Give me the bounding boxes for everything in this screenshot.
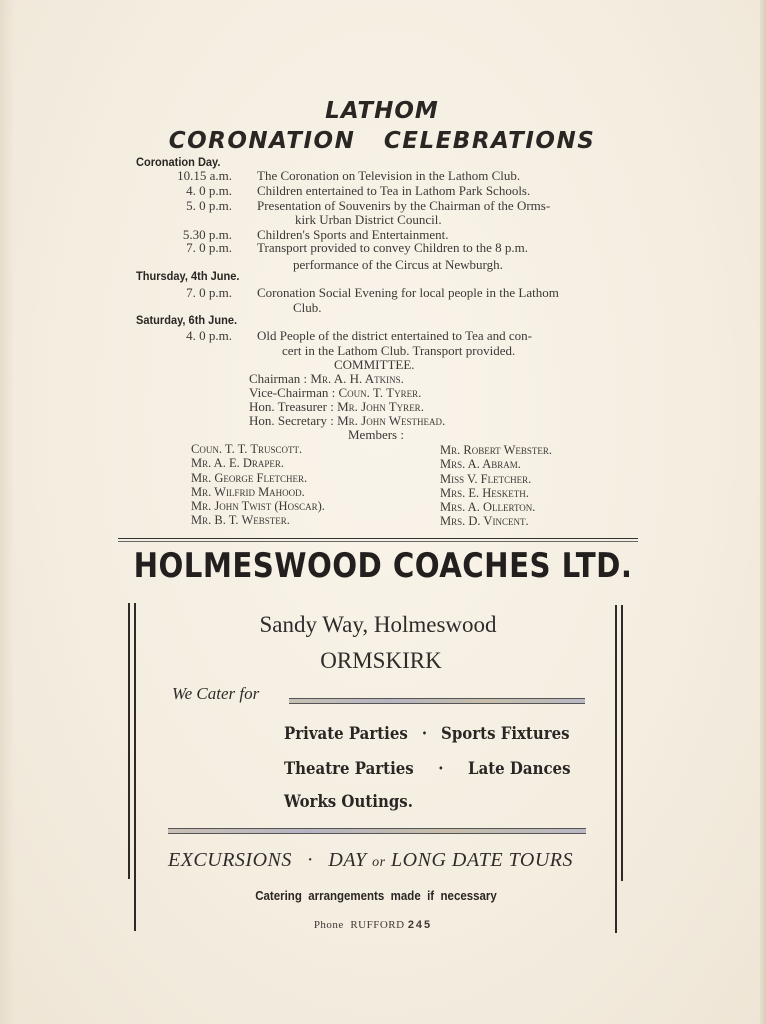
decorative-rule: [289, 698, 585, 704]
advert-address-line1: Sandy Way, Holmeswood: [259, 612, 497, 637]
advert-phone: [0, 919, 756, 931]
service-item: Late Dances: [468, 759, 571, 779]
member-name: Mr. George Fletcher.: [191, 470, 308, 485]
event-description: Coronation Social Evening for local people in the Lathom: [257, 285, 559, 300]
member-name: Mrs. E. Hesketh.: [440, 485, 529, 500]
members-list-right: [440, 443, 552, 529]
advert-catering-note: Catering arrangements made if necessary: [255, 889, 497, 903]
phone-number: 245: [407, 919, 433, 931]
event-description-continued: performance of the Circus at Newburgh.: [293, 257, 503, 272]
member-name: Coun. T. T. Truscott.: [191, 442, 303, 456]
advert-address-line2: ORMSKIRK: [320, 648, 442, 673]
decorative-rule: [168, 828, 586, 834]
service-item: Theatre Parties: [284, 759, 414, 779]
committee-officer: [249, 386, 421, 400]
event-time: 10.15 a.m.: [177, 168, 232, 183]
event-description: Transport provided to convey Children to the 8 p.m.: [257, 240, 529, 255]
members-list-left: [191, 442, 325, 528]
tours-or: or: [372, 855, 386, 870]
committee-officer: [249, 372, 404, 386]
officer-name: Mr. John Tyrer.: [337, 399, 424, 414]
service-item: Sports Fixtures: [441, 724, 570, 744]
event-description-continued: kirk Urban District Council.: [295, 212, 442, 227]
officer-role: Hon. Secretary :: [249, 413, 334, 428]
separator-dot: ·: [421, 724, 428, 744]
separator-dot: ·: [438, 759, 444, 779]
members-heading: Members :: [348, 427, 404, 442]
member-name: Mr. B. T. Webster.: [191, 513, 290, 528]
section-divider: [118, 541, 638, 542]
excursions-label: EXCURSIONS: [168, 849, 292, 871]
section-heading-saturday: Saturday, 6th June.: [136, 313, 238, 327]
event-description-continued: cert in the Lathom Club. Transport provided.: [282, 343, 516, 358]
officer-role: Hon. Treasurer :: [249, 399, 334, 414]
event-time: 5. 0 p.m.: [186, 198, 232, 213]
event-time: 4. 0 p.m.: [186, 183, 232, 198]
member-name: Mr. John Twist (Hoscar).: [191, 499, 325, 514]
service-item: Works Outings.: [284, 792, 413, 812]
member-name: Mr. A. E. Draper.: [191, 456, 285, 471]
advert-border-left-outer: [128, 603, 130, 879]
member-name: Miss V. Fletcher.: [440, 471, 532, 486]
advert-excursions: [168, 849, 573, 872]
officer-role: Vice-Chairman :: [249, 385, 336, 400]
event-description: Presentation of Souvenirs by the Chairman of the Orms-: [257, 198, 551, 213]
event-time: 4. 0 p.m.: [186, 328, 232, 343]
tours-long-date: LONG DATE TOURS: [391, 849, 574, 871]
committee-heading: COMMITTEE.: [334, 357, 415, 372]
event-description-continued: Club.: [293, 300, 322, 315]
event-description: The Coronation on Television in the Lathom Club.: [257, 168, 521, 183]
section-heading-coronation-day: Coronation Day.: [136, 155, 221, 169]
title-lathom: LATHOM: [325, 98, 439, 124]
advert-cater-label: We Cater for: [172, 684, 260, 703]
event-description: Children's Sports and Entertainment.: [257, 227, 449, 242]
title-coronation-celebrations: CORONATION CELEBRATIONS: [168, 128, 596, 154]
section-heading-thursday: Thursday, 4th June.: [136, 269, 240, 283]
member-name: Mr. Robert Webster.: [440, 443, 552, 457]
officer-role: Chairman :: [249, 371, 308, 386]
event-time: 7. 0 p.m.: [186, 285, 232, 300]
officer-name: Mr. A. H. Atkins.: [310, 371, 404, 386]
committee-officer: [249, 400, 424, 414]
separator-dot: ·: [307, 849, 313, 871]
service-line: [284, 724, 570, 744]
member-name: Mrs. A. Abram.: [440, 457, 521, 472]
phone-label: Phone RUFFORD: [313, 919, 405, 931]
officer-name: Mr. John Westhead.: [337, 413, 446, 428]
officer-name: Coun. T. Tyrer.: [338, 385, 422, 400]
event-time: 7. 0 p.m.: [186, 240, 232, 255]
member-name: Mrs. D. Vincent.: [440, 514, 529, 529]
service-line: [284, 759, 571, 779]
member-name: Mr. Wilfrid Mahood.: [191, 484, 305, 499]
advert-border-right-outer: [621, 605, 623, 881]
member-name: Mrs. A. Ollerton.: [440, 500, 536, 515]
service-item: Private Parties: [284, 724, 408, 744]
service-line: [284, 792, 413, 812]
event-time: 5.30 p.m.: [182, 227, 232, 242]
tours-day: DAY: [328, 849, 367, 871]
event-description: Old People of the district entertained to Tea and con-: [257, 328, 533, 343]
section-divider: [118, 538, 638, 539]
advert-company-name: HOLMESWOOD COACHES LTD.: [133, 546, 633, 586]
committee-officer: [249, 414, 445, 428]
event-description: Children entertained to Tea in Lathom Park Schools.: [257, 183, 531, 198]
